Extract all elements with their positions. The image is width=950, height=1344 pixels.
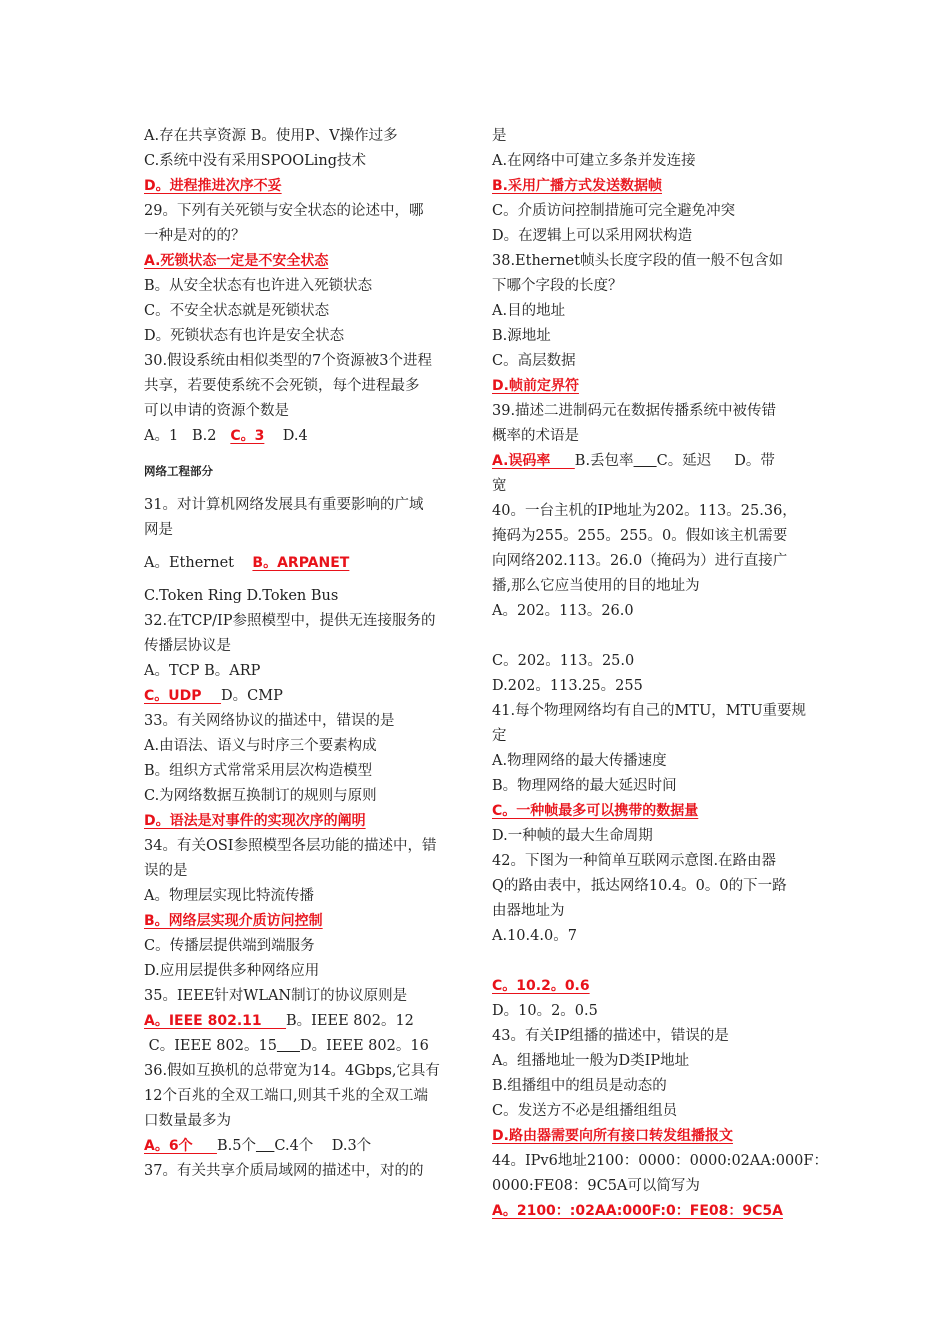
question-36: 36.假如互换机的总带宽为14。4Gbps,它具有 [144,1063,440,1079]
question-30: 30.假设系统由相似类型的7个资源被3个进程 [144,353,433,369]
answer-text: D.路由器需要向所有接口转发组播报文 [492,1128,733,1144]
text-line: A.目的地址 [492,303,566,319]
answer-text: A.误码率 [492,453,575,469]
text-segment [256,1138,274,1154]
question-33: 33。有关网络协议的描述中，错误的是 [144,713,395,729]
text-line: 可以申请的资源个数是 [144,403,289,419]
text-line: 宽 [492,478,507,494]
answer-text: C。10.2。0.6 [492,978,590,994]
right-column [492,124,828,1224]
text-line: A.存在共享资源 B。使用P、V操作过多 [144,128,398,144]
text-line: 下哪个字段的长度？ [492,278,623,294]
answer-text: A.死锁状态一定是不安全状态 [144,253,329,269]
text-segment [634,453,657,469]
question-32: 32.在TCP/IP参照模型中，提供无连接服务的 [144,613,436,629]
answer-line [144,909,462,934]
text-line: Q的路由表中，抵达网络10.4。0。0的下一路 [492,878,787,894]
text-line: 网是 [144,522,173,538]
text-segment: C。IEEE 802。15 [144,1038,277,1054]
text-line: D。死锁状态有也许是安全状态 [144,328,345,344]
text-line: 是 [492,128,507,144]
options-line [492,449,810,474]
text-line: B.源地址 [492,328,551,344]
answer-text: B.采用广播方式发送数据帧 [492,178,662,194]
answer-text: A。2100：:02AA:000F:0：FE08：9C5A [492,1203,783,1219]
text-line: C.为网络数据互换制订的规则与原则 [144,788,377,804]
text-line: C。介质访问控制措施可完全避免冲突 [492,203,736,219]
text-segment: B.丢包率 [574,453,634,469]
text-line: A.10.4.0。7 [492,928,577,944]
text-segment: B.5个 [216,1138,256,1154]
question-40: 40。一台主机的IP地址为202。113。25.36， [492,503,797,519]
text-segment: D.4 [264,428,308,444]
text-line: A.物理网络的最大传播速度 [492,753,667,769]
text-line: 传播层协议是 [144,638,231,654]
spacer [492,624,810,649]
answer-line [492,799,810,824]
section-heading: 网络工程部分 [144,464,213,478]
text-line: C。不安全状态就是死锁状态 [144,303,330,319]
text-line: B。组织方式常常采用层次构造模型 [144,763,373,779]
text-line: B。从安全状态有也许进入死锁状态 [144,278,373,294]
text-segment: A。1 B.2 [144,428,231,444]
question-38: 38.Ethernet帧头长度字段的值一般不包含如 [492,253,784,269]
spacer [144,576,462,584]
answer-text: A。6个 [144,1138,217,1154]
answer-text: C。UDP [144,688,222,704]
answer-line [492,974,810,999]
answer-text: C。一种帧最多可以携带的数据量 [492,803,699,819]
options-line [144,1134,462,1159]
text-line: 播,那么它应当使用的目的地址为 [492,578,700,594]
text-segment: C。延迟 D。带 [656,453,775,469]
question-44: 44。IPv6地址2100：0000：0000:02AA:000F： [492,1153,828,1169]
text-line: C。高层数据 [492,353,576,369]
text-line: A.在网络中可建立多条并发连接 [492,153,696,169]
question-31: 31。对计算机网络发展具有重要影响的广域 [144,497,424,513]
answer-line [144,809,462,834]
spacer [492,949,810,974]
spacer [144,543,462,551]
text-line: 口数量最多为 [144,1113,231,1129]
text-line: 向网络202.113。26.0（掩码为）进行直接广 [492,553,788,569]
text-segment: D。CMP [221,688,283,704]
question-37: 37。有关共享介质局域网的描述中，对的的 [144,1163,424,1179]
left-column [144,124,462,1184]
text-line: A。组播地址一般为D类IP地址 [492,1053,690,1069]
text-line: B。物理网络的最大延迟时间 [492,778,677,794]
text-line: D.应用层提供多种网络应用 [144,963,320,979]
text-line: 掩码为255。255。255。0。假如该主机需要 [492,528,788,544]
answer-text: D。进程推进次序不妥 [144,178,282,194]
answer-text: A。IEEE 802.11 [144,1013,287,1029]
text-line: D。在逻辑上可以采用网状构造 [492,228,693,244]
answer-text: B。网络层实现介质访问控制 [144,913,323,929]
text-line: 12个百兆的全双工端口,则其千兆的全双工端 [144,1088,429,1104]
text-line: D.一种帧的最大生命周期 [492,828,653,844]
text-line: 概率的术语是 [492,428,579,444]
text-line: C。202。113。25.0 [492,653,635,669]
question-43: 43。有关IP组播的描述中，错误的是 [492,1028,729,1044]
options-line [144,684,462,709]
options-line [144,1034,462,1059]
text-line: D。10。2。0.5 [492,1003,598,1019]
options-line [144,424,462,449]
text-segment: B。IEEE 802。12 [286,1013,414,1029]
answer-text: C。3 [230,428,265,444]
answer-line [492,1124,810,1149]
question-29: 29。下列有关死锁与安全状态的论述中，哪 [144,203,424,219]
question-34: 34。有关OSI参照模型各层功能的描述中，错 [144,838,437,854]
options-line [144,551,462,576]
text-line: 共享，若要使系统不会死锁，每个进程最多 [144,378,420,394]
text-segment: C.4个 D.3个 [274,1138,372,1154]
text-line: 0000:FE08：9C5A可以简写为 [492,1178,700,1194]
answer-text: B。ARPANET [252,555,350,571]
text-line: D.202。113.25。255 [492,678,643,694]
text-line: 定 [492,728,507,744]
answer-text: D。语法是对事件的实现次序的阐明 [144,813,366,829]
text-line: C.Token Ring D.Token Bus [144,588,339,604]
text-line: 由器地址为 [492,903,565,919]
text-line: C.系统中没有采用SPOOLing技术 [144,153,367,169]
answer-line [492,1199,810,1224]
text-line: 一种是对的的？ [144,228,246,244]
text-line: B.组播组中的组员是动态的 [492,1078,667,1094]
question-41: 41.每个物理网络均有自己的MTU，MTU重要规 [492,703,807,719]
text-line: C。发送方不必是组播组组员 [492,1103,678,1119]
text-line: A.由语法、语义与时序三个要素构成 [144,738,377,754]
text-segment: A。Ethernet [144,555,253,571]
question-42: 42。下图为一种简单互联网示意图.在路由器 [492,853,777,869]
answer-line [144,249,462,274]
text-line: A。202。113。26.0 [492,603,634,619]
text-segment [277,1038,300,1054]
options-line [144,1009,462,1034]
text-line: A。物理层实现比特流传播 [144,888,314,904]
answer-text: D.帧前定界符 [492,378,579,394]
answer-line [144,174,462,199]
question-39: 39.描述二进制码元在数据传播系统中被传错 [492,403,777,419]
text-segment: D。IEEE 802。16 [299,1038,429,1054]
text-line: 误的是 [144,863,188,879]
answer-line [492,174,810,199]
question-35: 35。IEEE针对WLAN制订的协议原则是 [144,988,408,1004]
text-line: A。TCP B。ARP [144,663,261,679]
text-line: C。传播层提供端到端服务 [144,938,315,954]
answer-line [492,374,810,399]
